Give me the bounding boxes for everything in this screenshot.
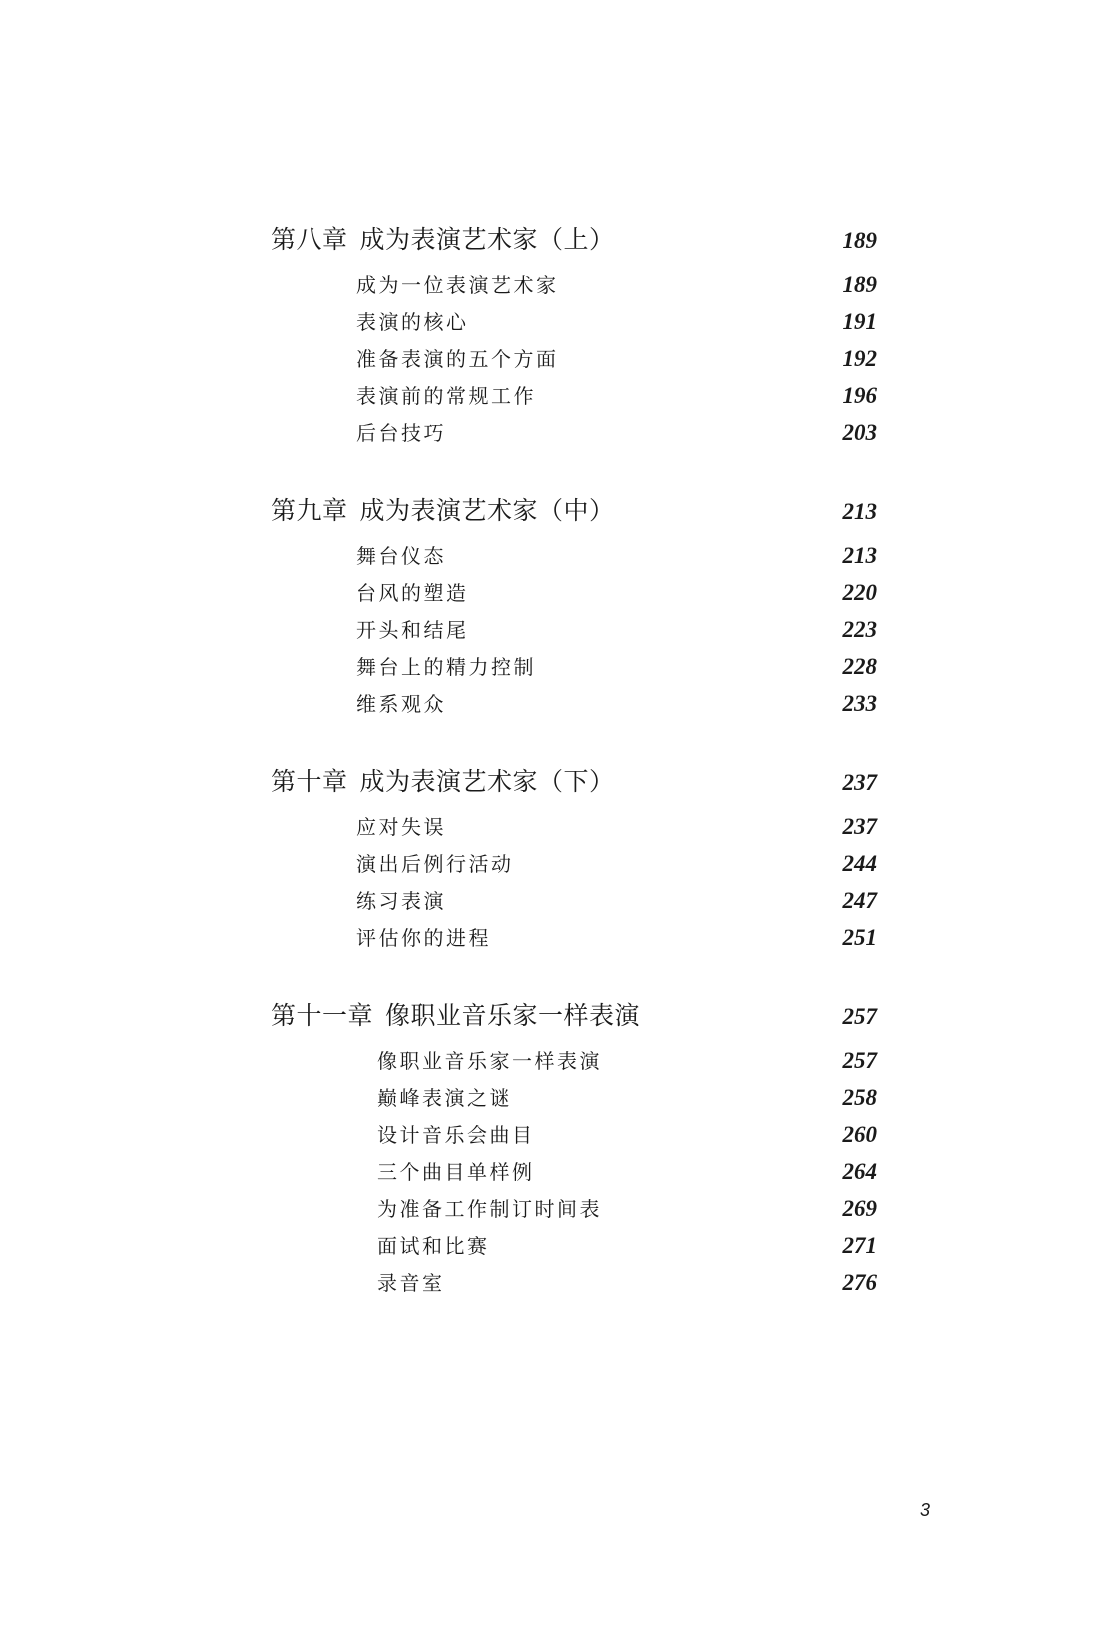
entry-page-number: 271: [842, 1233, 877, 1258]
entry-title: 后台技巧: [356, 421, 446, 445]
chapter-title: [271, 998, 640, 1034]
toc-entry[interactable]: [271, 1042, 877, 1079]
toc-entry[interactable]: [271, 537, 877, 574]
entry-title: 评估你的进程: [356, 926, 491, 950]
entry-title: 巅峰表演之谜: [377, 1086, 512, 1110]
entry-title: 舞台仪态: [356, 544, 446, 568]
entry-title: 面试和比赛: [377, 1234, 490, 1258]
entry-page-number: 233: [842, 691, 877, 716]
entry-title: 维系观众: [356, 692, 446, 716]
entry-page-number: 213: [842, 543, 877, 568]
toc-entry[interactable]: [271, 377, 877, 414]
entry-title: 演出后例行活动: [356, 852, 514, 876]
entry-title: 练习表演: [356, 889, 446, 913]
entry-page-number: 244: [842, 851, 877, 876]
toc-entry[interactable]: [271, 1116, 877, 1153]
toc-entry[interactable]: [271, 266, 877, 303]
toc-entry[interactable]: [271, 685, 877, 722]
chapter-title: [271, 493, 615, 529]
entry-page-number: 258: [842, 1085, 877, 1110]
toc-entry[interactable]: [271, 845, 877, 882]
entry-page-number: 196: [842, 383, 877, 408]
page-number: 3: [920, 1500, 931, 1520]
entry-title: 表演的核心: [356, 310, 469, 334]
chapter-title: [271, 764, 615, 800]
chapter-number: 第十章: [271, 767, 348, 796]
entry-page-number: 251: [842, 925, 877, 950]
entry-page-number: 228: [842, 654, 877, 679]
table-of-contents: [271, 222, 877, 1343]
entry-page-number: 220: [842, 580, 877, 605]
entry-page-number: 192: [842, 346, 877, 371]
entry-title: 表演前的常规工作: [356, 384, 536, 408]
chapter-page-number: 237: [842, 770, 877, 795]
toc-entry[interactable]: [271, 808, 877, 845]
entry-page-number: 247: [842, 888, 877, 913]
toc-entry[interactable]: [271, 340, 877, 377]
entry-page-number: 191: [842, 309, 877, 334]
chapter-heading[interactable]: [271, 222, 877, 258]
toc-entry[interactable]: [271, 303, 877, 340]
toc-entry[interactable]: [271, 1227, 877, 1264]
chapter-number: 第八章: [271, 225, 348, 254]
toc-entry[interactable]: [271, 1264, 877, 1301]
toc-entry[interactable]: [271, 1153, 877, 1190]
chapter-10: [271, 764, 877, 956]
toc-entry[interactable]: [271, 611, 877, 648]
entry-title: 舞台上的精力控制: [356, 655, 536, 679]
entry-page-number: 237: [842, 814, 877, 839]
chapter-name: 成为表演艺术家（上）: [359, 225, 615, 254]
chapter-8: [271, 222, 877, 451]
entry-page-number: 276: [842, 1270, 877, 1295]
entry-page-number: 264: [842, 1159, 877, 1184]
entry-title: 三个曲目单样例: [377, 1160, 535, 1184]
toc-entry[interactable]: [271, 1079, 877, 1116]
toc-entry[interactable]: [271, 1190, 877, 1227]
entry-page-number: 203: [842, 420, 877, 445]
toc-entry[interactable]: [271, 648, 877, 685]
entry-title: 录音室: [377, 1271, 445, 1295]
entry-page-number: 223: [842, 617, 877, 642]
entry-title: 成为一位表演艺术家: [356, 273, 559, 297]
chapter-name: 成为表演艺术家（中）: [359, 496, 615, 525]
chapter-11: [271, 998, 877, 1301]
entry-title: 开头和结尾: [356, 618, 469, 642]
toc-entry[interactable]: [271, 882, 877, 919]
chapter-name: 成为表演艺术家（下）: [359, 767, 615, 796]
chapter-title: [271, 222, 615, 258]
chapter-heading[interactable]: [271, 764, 877, 800]
entry-title: 像职业音乐家一样表演: [377, 1049, 602, 1073]
toc-entry[interactable]: [271, 414, 877, 451]
entry-title: 为准备工作制订时间表: [377, 1197, 602, 1221]
chapter-number: 第九章: [271, 496, 348, 525]
chapter-page-number: 213: [842, 499, 877, 524]
chapter-heading[interactable]: [271, 998, 877, 1034]
entry-page-number: 257: [842, 1048, 877, 1073]
chapter-number: 第十一章: [271, 1001, 374, 1030]
chapter-9: [271, 493, 877, 722]
chapter-page-number: 257: [842, 1004, 877, 1029]
toc-entry[interactable]: [271, 574, 877, 611]
toc-entry[interactable]: [271, 919, 877, 956]
entry-title: 准备表演的五个方面: [356, 347, 559, 371]
chapter-heading[interactable]: [271, 493, 877, 529]
entry-title: 台风的塑造: [356, 581, 469, 605]
entry-title: 应对失误: [356, 815, 446, 839]
chapter-page-number: 189: [842, 228, 877, 253]
entry-page-number: 189: [842, 272, 877, 297]
entry-page-number: 269: [842, 1196, 877, 1221]
chapter-name: 像职业音乐家一样表演: [385, 1001, 641, 1030]
entry-title: 设计音乐会曲目: [377, 1123, 535, 1147]
entry-page-number: 260: [842, 1122, 877, 1147]
